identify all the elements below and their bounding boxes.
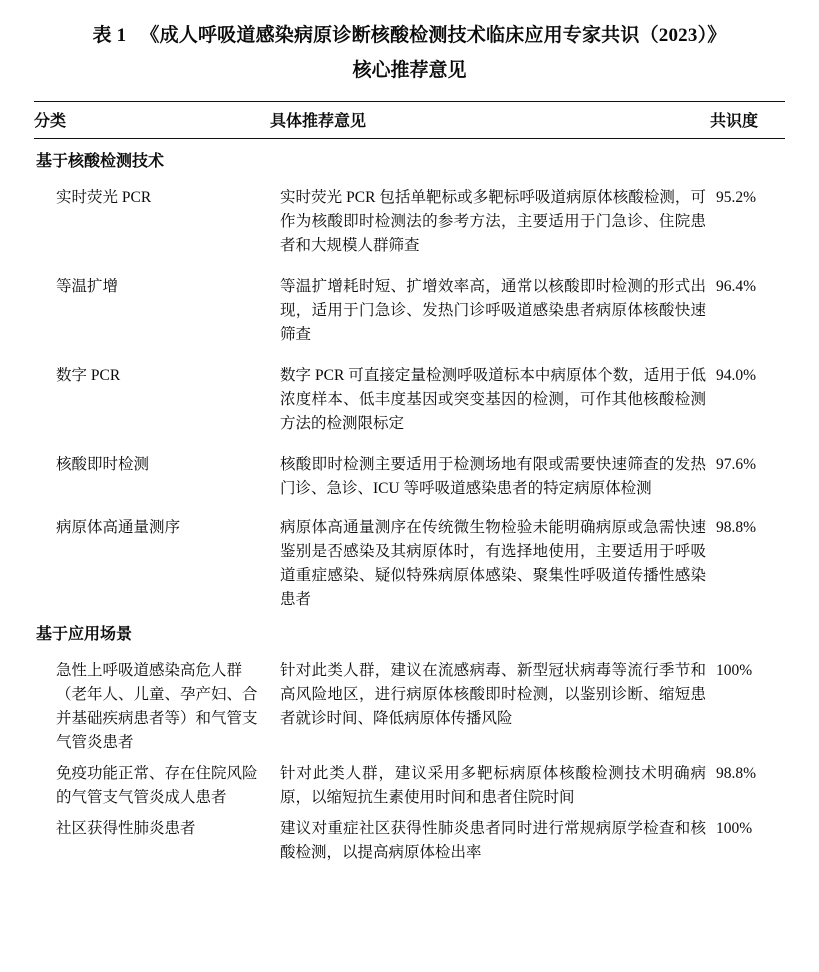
- row-consensus: 94.0%: [716, 367, 757, 385]
- row-spacer: [34, 501, 785, 509]
- section-heading: 基于应用场景: [36, 626, 133, 644]
- row-category: 核酸即时检测: [56, 456, 150, 474]
- row-recommendation: 针对此类人群，建议采用多靶标病原体核酸检测技术明确病原，以缩短抗生素使用时间和患者住院时间: [280, 765, 706, 807]
- row-category: 等温扩增: [56, 278, 119, 296]
- section-heading-row: [34, 139, 785, 178]
- section-heading: 基于核酸检测技术: [36, 153, 165, 170]
- row-consensus: 96.4%: [716, 278, 757, 296]
- table-row: [34, 509, 785, 612]
- row-consensus: 98.8%: [716, 519, 757, 537]
- row-recommendation: 实时荧光 PCR 包括单靶标或多靶标呼吸道病原体核酸检测，可作为核酸即时检测法的参考方法，主要适用于门急诊、住院患者和大规模人群筛查: [280, 189, 706, 255]
- row-category: 免疫功能正常、存在住院风险的气管支气管炎成人患者: [56, 765, 258, 807]
- row-recommendation: 核酸即时检测主要适用于检测场地有限或需要快速筛查的发热门诊、急诊、ICU 等呼吸道感染患者的特定病原体检测: [280, 456, 706, 498]
- row-consensus: 100%: [716, 820, 753, 838]
- column-header-category: 分类: [34, 102, 270, 139]
- row-recommendation: 建议对重症社区获得性肺炎患者同时进行常规病原学检查和核酸检测，以提高病原体检出率: [280, 820, 706, 862]
- table-row: [34, 650, 785, 755]
- row-recommendation: 病原体高通量测序在传统微生物检验未能明确病原或急需快速鉴别是否感染及其病原体时，有选择地使用，主要适用于呼吸道重症感染、疑似特殊病原体感染、聚集性呼吸道传播性感染患者: [280, 519, 706, 609]
- table-row: [34, 177, 785, 258]
- row-recommendation: 针对此类人群，建议在流感病毒、新型冠状病毒等流行季节和高风险地区，进行病原体核酸即时检测，以鉴别诊断、缩短患者就诊时间、降低病原体传播风险: [280, 662, 706, 728]
- row-category: 病原体高通量测序: [56, 519, 181, 537]
- row-consensus: 100%: [716, 662, 753, 680]
- table-title-sub: 核心推荐意见: [352, 59, 467, 81]
- table-row: [34, 266, 785, 347]
- page-title: [34, 22, 785, 51]
- table-row: [34, 355, 785, 436]
- table-row: [34, 444, 785, 501]
- table-row: [34, 810, 785, 865]
- table-header-row: [34, 102, 785, 139]
- row-category: 数字 PCR: [56, 367, 121, 385]
- row-consensus: 95.2%: [716, 189, 757, 206]
- recommendations-table: [34, 101, 785, 865]
- row-recommendation: 数字 PCR 可直接定量检测呼吸道标本中病原体个数，适用于低浓度样本、低丰度基因或突变基因的检测，可作其他核酸检测方法的检测限标定: [280, 367, 706, 433]
- row-category: 急性上呼吸道感染高危人群（老年人、儿童、孕产妇、合并基础疾病患者等）和气管支气管炎患者: [56, 662, 258, 752]
- row-recommendation: 等温扩增耗时短、扩增效率高，通常以核酸即时检测的形式出现，适用于门急诊、发热门诊呼吸道感染患者病原体核酸快速筛查: [280, 278, 706, 344]
- column-header-consensus: 共识度: [710, 102, 785, 139]
- row-category: 实时荧光 PCR: [56, 189, 152, 206]
- table-number: 表 1: [92, 25, 127, 46]
- table-row: [34, 755, 785, 810]
- table-title-main: 《成人呼吸道感染病原诊断核酸检测技术临床应用专家共识（2023）》: [140, 25, 727, 46]
- column-header-recommendation: 具体推荐意见: [270, 102, 710, 139]
- row-category: 社区获得性肺炎患者: [56, 820, 196, 838]
- section-heading-row: [34, 612, 785, 650]
- row-spacer: [34, 436, 785, 444]
- row-spacer: [34, 347, 785, 355]
- row-consensus: 98.8%: [716, 765, 757, 783]
- row-consensus: 97.6%: [716, 456, 757, 474]
- row-spacer: [34, 258, 785, 266]
